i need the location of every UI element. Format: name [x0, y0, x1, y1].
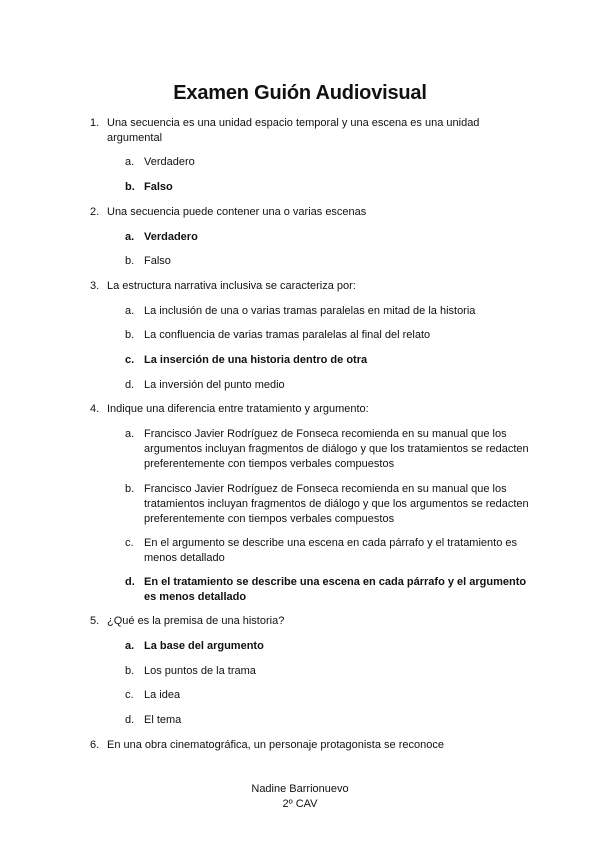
question-text: La estructura narrativa inclusiva se caracteriza por: — [107, 280, 356, 292]
option-text: En el argumento se describe una escena en cada párrafo y el tratamiento es menos detallado — [144, 537, 518, 564]
question-1 — [90, 116, 530, 146]
option-letter: a. — [125, 156, 135, 168]
option-letter: a. — [125, 428, 135, 440]
option-3a — [125, 304, 530, 319]
option-text: La base del argumento — [144, 640, 264, 652]
option-text: Falso — [144, 181, 173, 193]
question-text: ¿Qué es la premisa de una historia? — [107, 615, 285, 627]
option-text: Francisco Javier Rodríguez de Fonseca recomienda en su manual que los argumentos incluyan fragmentos de diálogo y que los tratamientos se redacten preferentemente con tiempos verbales compuestos — [144, 428, 529, 470]
option-letter: b. — [125, 665, 135, 677]
option-text: Francisco Javier Rodríguez de Fonseca recomienda en su manual que los tratamientos incluyan fragmentos de diálogo y que los argumentos se redacten preferentemente con tiempos verbales compuestos — [144, 483, 529, 525]
option-text: Verdadero — [144, 231, 198, 243]
question-number: 6. — [90, 739, 100, 751]
option-3c-correct — [125, 353, 530, 368]
option-text: La confluencia de varias tramas paralelas al final del relato — [144, 329, 431, 341]
option-5a-correct — [125, 639, 530, 654]
option-letter: b. — [125, 255, 135, 267]
footer-author-name: Nadine Barrionuevo — [251, 783, 349, 795]
option-text: Verdadero — [144, 156, 195, 168]
option-text: La inclusión de una o varias tramas paralelas en mitad de la historia — [144, 305, 476, 317]
option-5b — [125, 664, 530, 679]
footer-course: 2º CAV — [282, 798, 318, 810]
option-letter: a. — [125, 640, 135, 652]
option-letter: a. — [125, 305, 135, 317]
option-letter: d. — [125, 576, 135, 588]
option-4c — [125, 536, 530, 566]
option-letter: b. — [125, 329, 135, 341]
question-5 — [90, 614, 530, 629]
question-text: En una obra cinematográfica, un personaje protagonista se reconoce — [107, 739, 444, 751]
question-number: 4. — [90, 403, 100, 415]
option-letter: c. — [125, 354, 135, 366]
option-5d — [125, 713, 530, 728]
option-text: En el tratamiento se describe una escena en cada párrafo y el argumento es menos detallado — [144, 576, 527, 603]
option-letter: d. — [125, 714, 135, 726]
option-5c — [125, 688, 530, 703]
question-number: 5. — [90, 615, 100, 627]
question-number: 2. — [90, 206, 100, 218]
question-number: 1. — [90, 117, 100, 129]
question-text: Una secuencia puede contener una o varias escenas — [107, 206, 367, 218]
option-text: El tema — [144, 714, 182, 726]
option-text: La inversión del punto medio — [144, 379, 285, 391]
option-2a-correct — [125, 230, 530, 245]
option-3d — [125, 378, 530, 393]
question-number: 3. — [90, 280, 100, 292]
option-1b-correct — [125, 180, 530, 195]
option-text: La idea — [144, 689, 181, 701]
option-letter: b. — [125, 483, 135, 495]
option-text: Falso — [144, 255, 171, 267]
option-4b — [125, 482, 530, 527]
question-3 — [90, 279, 530, 294]
option-3b — [125, 328, 530, 343]
option-4a — [125, 427, 530, 472]
page-title: Examen Guión Audiovisual — [173, 82, 427, 104]
option-letter: a. — [125, 231, 135, 243]
question-4 — [90, 402, 530, 417]
option-2b — [125, 254, 530, 269]
option-letter: b. — [125, 181, 135, 193]
option-letter: c. — [125, 689, 134, 701]
question-text: Indique una diferencia entre tratamiento y argumento: — [107, 403, 369, 415]
option-letter: c. — [125, 537, 134, 549]
option-letter: d. — [125, 379, 135, 391]
option-4d-correct — [125, 575, 530, 605]
question-2 — [90, 205, 530, 220]
option-text: Los puntos de la trama — [144, 665, 256, 677]
option-1a — [125, 155, 530, 170]
question-6 — [90, 738, 530, 753]
question-text: Una secuencia es una unidad espacio temporal y una escena es una unidad argumental — [107, 117, 480, 144]
option-text: La inserción de una historia dentro de otra — [144, 354, 368, 366]
